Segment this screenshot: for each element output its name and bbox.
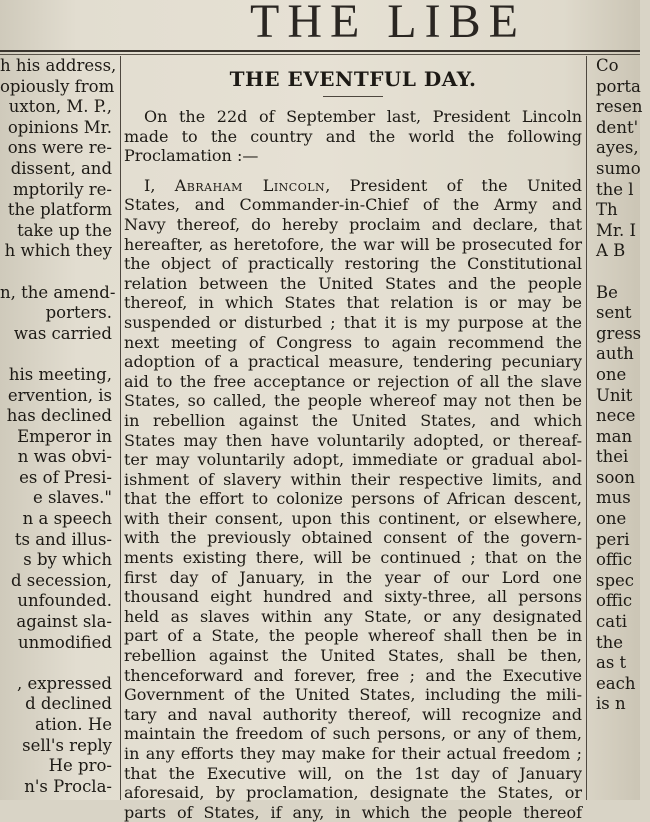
- proclamation-first-line: [124, 176, 582, 196]
- left-column-text-line: e slaves.": [33, 488, 112, 508]
- article-headline: THE EVENTFUL DAY.: [229, 67, 477, 91]
- intro-text-line: On the 22d of September last, President Lincoln: [144, 107, 582, 126]
- right-column-text-line: one: [596, 364, 627, 384]
- left-column-text-line: , expressed: [16, 673, 112, 693]
- proclamation-text-line: with their consent, upon this continent, or elsewhere,: [124, 508, 582, 528]
- left-column-text-line: unfounded.: [17, 591, 112, 611]
- left-column-text-line: against sla-: [16, 612, 112, 632]
- left-column-text-line: take up the: [17, 220, 112, 240]
- proclamation-text-line: ishment of slavery within their respective limits, and: [124, 469, 582, 489]
- left-column-text-line: d declined: [25, 694, 112, 714]
- proclamation-author: Abraham Lincoln: [174, 175, 326, 195]
- right-column-text-line: Be: [596, 282, 618, 302]
- right-column-text-line: [592, 262, 640, 283]
- proclamation-text-line: States may then have voluntarily adopted, or thereaf-: [124, 430, 582, 450]
- right-column-text-line: the: [596, 632, 624, 652]
- proclamation-text-line: in rebellion against the United States, and which: [124, 410, 582, 430]
- proclamation-text-line: thenceforward and forever, free ; and the Executive: [124, 665, 582, 685]
- left-column-text-line: s by which: [23, 550, 112, 570]
- proclamation-text-line: with the previously obtained consent of the govern-: [124, 528, 582, 548]
- left-column-text-line: He pro-: [48, 756, 112, 776]
- proclamation-text-line: in any efforts they may make for their actual freedom ;: [124, 744, 582, 763]
- left-column-text-line: dissent, and: [10, 158, 112, 178]
- right-column-text-line: dent': [596, 117, 639, 137]
- right-column-text-line: soon: [596, 467, 635, 487]
- left-column-text-line: es of Presi-: [19, 467, 112, 487]
- left-column-text-line: the platform: [7, 200, 112, 220]
- left-column-text-line: ervention, is: [7, 385, 112, 405]
- proclamation-text-line: thereof, in which States that relation is or may be: [124, 293, 582, 313]
- column-divider-right: [586, 56, 587, 800]
- proclamation-text-line: States, and Commander-in-Chief of the Army and: [124, 195, 582, 215]
- left-column-text-line: ts and illus-: [14, 529, 112, 549]
- left-column-text-line: ons were re-: [7, 138, 112, 158]
- left-column-text-line: [0, 344, 114, 365]
- proclamation-text-line: ter may voluntarily adopt, immediate or gradual abol-: [124, 450, 582, 470]
- proclamation-body: [124, 195, 582, 822]
- left-column-text-line: mptorily re-: [12, 179, 112, 199]
- right-column-text-line: as t: [596, 653, 627, 673]
- left-column-text-line: h which they: [4, 241, 112, 261]
- right-column-text-line: cati: [596, 612, 627, 632]
- proclamation-text-line: aid to the free acceptance or rejection of all the slave: [124, 371, 582, 391]
- right-column-text-line: each: [596, 673, 636, 693]
- right-column-text-line: nece: [596, 406, 636, 426]
- right-column-text-line: auth: [596, 344, 634, 364]
- right-column: [592, 56, 643, 800]
- right-column-text-line: peri: [596, 529, 630, 549]
- left-column-text-line: Emperor in: [17, 426, 112, 446]
- proclamation-prefix: I,: [144, 175, 156, 195]
- left-column-text-line: opiously from: [0, 76, 115, 96]
- proclamation-first-line-rest: , President of the United: [325, 175, 583, 195]
- proclamation-text-line: that the Executive will, on the 1st day of January: [124, 763, 582, 783]
- proclamation-text-line: next meeting of Congress to again recommend the: [124, 332, 582, 352]
- right-column-text-line: ayes,: [596, 138, 639, 158]
- intro-text-line: Proclamation :—: [124, 146, 259, 166]
- proclamation-text-line: held as slaves within any State, or any designated: [124, 606, 582, 626]
- proclamation-text-line: rebellion against the United States, shall be then,: [124, 646, 582, 666]
- proclamation-text-line: hereafter, as heretofore, the war will be prosecuted for: [124, 234, 582, 254]
- right-column-text-line: offic: [596, 550, 633, 570]
- intro-text-line: made to the country and the world the following: [124, 126, 582, 146]
- proclamation-text-line: first day of January, in the year of our Lord one: [124, 567, 582, 587]
- left-column-text-line: n a speech: [22, 509, 112, 529]
- proclamation-text-line: thousand eight hundred and sixty-three, all persons: [124, 587, 582, 607]
- left-column-text-line: d secession,: [10, 570, 112, 590]
- left-column-text-line: unmodified: [17, 632, 112, 652]
- right-column-text-line: resen: [596, 97, 643, 117]
- right-column-text-line: A B: [596, 241, 626, 261]
- proclamation-text-line: maintain the freedom of such persons, or any of them,: [124, 724, 582, 744]
- left-column-text-line: n was obvi-: [17, 447, 112, 467]
- masthead-rule: [0, 50, 640, 52]
- right-column-text-line: offic: [596, 591, 633, 611]
- left-column-text-line: ation. He: [35, 715, 112, 734]
- proclamation-text-line: parts of States, if any, in which the people thereof: [124, 802, 582, 822]
- left-column-text-line: n, the amend-: [0, 282, 116, 302]
- right-column-text-line: porta: [596, 76, 641, 96]
- right-column-text-line: one: [596, 509, 627, 529]
- main-column: [124, 56, 583, 822]
- proclamation-text-line: adoption of a practical measure, tendering pecuniary: [124, 352, 582, 372]
- masthead-rule-thin: [0, 54, 640, 55]
- proclamation-text-line: that the effort to colonize persons of African descent,: [124, 489, 582, 509]
- proclamation-text-line: tary and naval authority thereof, will recognize and: [124, 704, 582, 724]
- left-column-text-line: [0, 262, 114, 283]
- left-column: [0, 56, 117, 800]
- left-column-text-line: n's Procla-: [24, 776, 112, 796]
- proclamation-text-line: the object of practically restoring the Constitutional: [124, 254, 582, 274]
- proclamation-text-line: Navy thereof, do hereby proclaim and declare, that: [124, 214, 582, 234]
- proclamation-text-line: States, so called, the people whereof may not then be: [124, 391, 582, 411]
- left-column-text-line: uxton, M. P.,: [8, 97, 112, 117]
- proclamation-text-line: suspended or disturbed ; that it is my purpose at the: [124, 312, 582, 332]
- right-column-text-line: is n: [596, 694, 626, 714]
- proclamation-text-line: relation between the United States and the people: [124, 273, 582, 293]
- left-column-text-line: [0, 653, 114, 674]
- left-column-text-line: opinions Mr.: [7, 117, 112, 137]
- headline-rule: [323, 96, 383, 97]
- left-column-text-line: porters.: [45, 303, 112, 323]
- right-column-text-line: thei: [596, 447, 629, 467]
- left-column-text-line: h his address,: [0, 56, 117, 75]
- column-divider-left: [120, 56, 121, 800]
- proclamation-text-line: Government of the United States, including the mili-: [124, 685, 582, 705]
- article-intro: [124, 107, 582, 166]
- left-column-text-line: his meeting,: [8, 364, 112, 384]
- left-column-text-line: has declined: [6, 406, 112, 426]
- left-column-text-line: sell's reply: [22, 735, 112, 755]
- right-column-text-line: Co: [596, 56, 619, 75]
- right-column-text-line: Unit: [596, 385, 633, 405]
- right-column-text-line: gress: [596, 323, 642, 343]
- right-column-text-line: mus: [596, 488, 631, 508]
- right-column-text-line: man: [596, 426, 633, 446]
- proclamation-text-line: ments existing there, will be continued ; that on the: [124, 548, 582, 568]
- proclamation-text-line: aforesaid, by proclamation, designate the States, or: [124, 783, 582, 803]
- right-column-text-line: sumo: [596, 158, 641, 178]
- right-column-text-line: Th: [596, 200, 618, 220]
- masthead-title: THE LIBE: [250, 0, 526, 48]
- proclamation-text-line: part of a State, the people whereof shall then be in: [124, 626, 582, 646]
- left-column-text-line: was carried: [13, 323, 112, 343]
- right-column-text-line: the l: [596, 179, 634, 199]
- right-column-text-line: sent: [596, 303, 632, 323]
- right-column-text-line: Mr. I: [596, 220, 636, 240]
- right-column-text-line: spec: [596, 570, 635, 590]
